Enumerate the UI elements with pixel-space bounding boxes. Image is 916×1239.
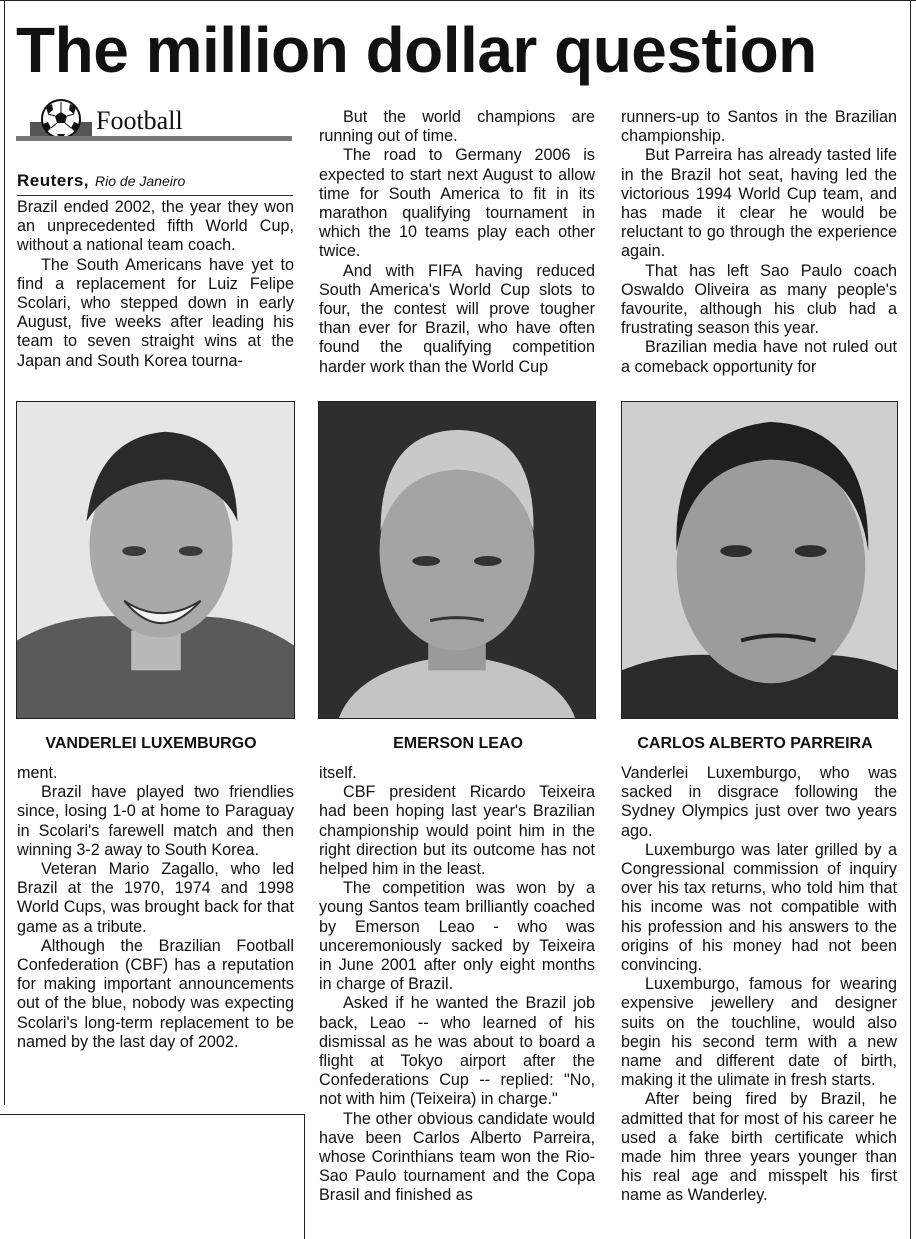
- paragraph: Asked if he wanted the Brazil job back, Leao -- who learned of his dismissal as he was about to board a flight at Tokyo airport after the Confederations Cup -- replied: "No, not with him (Teixeira) in charge.": [319, 994, 595, 1109]
- photo-caption: EMERSON LEAO: [393, 735, 523, 752]
- paragraph: CBF president Ricardo Teixeira had been hoping last year's Brazilian championship would point him in the right direction but its outcome has not helped him in the least.: [319, 783, 595, 879]
- paragraph: ment.: [17, 764, 58, 782]
- photo-parreira: [621, 401, 898, 719]
- paragraph: Vanderlei Luxemburgo, who was sacked in disgrace following the Sydney Olympics just over two years ago.: [621, 764, 897, 840]
- top-rule: [0, 0, 916, 1]
- paragraph: But Parreira has already tasted life in the Brazil hot seat, having led the victorious 1994 World Cup team, and has made it clear he would be reluctant to go through the experience again.: [621, 146, 897, 261]
- byline-location: Rio de Janeiro: [95, 173, 186, 189]
- byline-agency: Reuters,: [17, 171, 90, 190]
- paragraph: Brazil have played two friendlies since, losing 1-0 at home to Paraguay in Scolari's farewell match and then winning 3-2 away to South Korea.: [17, 783, 294, 859]
- bottom-column-3: [621, 764, 897, 1206]
- paragraph: That has left Sao Paulo coach Oswaldo Oliveira as many people's favourite, although his club had a frustrating season this year.: [621, 261, 897, 338]
- paragraph: The road to Germany 2006 is expected to start next August to allow time for South America to fit in its marathon qualifying tournament in which the 10 teams play each other twice.: [319, 146, 595, 261]
- right-edge-rule: [910, 0, 911, 1239]
- photo-caption: VANDERLEI LUXEMBURGO: [45, 735, 257, 752]
- paragraph: The competition was won by a young Santos team brilliantly coached by Emerson Leao - who was unceremoniously sacked by Teixeira in June 2001 after only eight months in charge of Brazil.: [319, 879, 595, 994]
- bottom-column-1: [17, 764, 294, 1052]
- paragraph: Brazil ended 2002, the year they won an unprecedented fifth World Cup, without a national team coach.: [17, 198, 294, 255]
- bottom-column-2: [319, 764, 595, 1206]
- section-tag: [16, 98, 292, 144]
- top-column-3: [621, 108, 897, 377]
- bottom-left-rule: [0, 1114, 304, 1115]
- paragraph: itself.: [319, 764, 357, 782]
- photo-caption: CARLOS ALBERTO PARREIRA: [637, 735, 873, 752]
- left-edge-rule: [4, 0, 5, 1105]
- soccer-ball-icon: [30, 98, 92, 138]
- section-label: Football: [96, 106, 183, 135]
- paragraph: Luxemburgo, famous for wearing expensive jewellery and designer suits on the touchline, would also begin his second term with a new name and different date of birth, making it the ulimate in fresh starts.: [621, 975, 897, 1090]
- paragraph: And with FIFA having reduced South America's World Cup slots to four, the contest will prove tougher than ever for Brazil, who have often found the qualifying competition harder work than the World Cup: [319, 261, 595, 376]
- paragraph: runners-up to Santos in the Brazilian championship.: [621, 108, 897, 146]
- top-column-2: [319, 108, 595, 377]
- photo-leao: [318, 401, 596, 719]
- top-column-1: [17, 198, 294, 371]
- byline: [17, 171, 293, 196]
- paragraph: Veteran Mario Zagallo, who led Brazil at the 1970, 1974 and 1998 World Cups, was brought back for that game as a tribute.: [17, 860, 294, 936]
- paragraph: Although the Brazilian Football Confederation (CBF) has a reputation for making important announcements out of the blue, nobody was expecting Scolari's long-term replacement to be named by the last day of 2002.: [17, 936, 294, 1051]
- photo-luxemburgo: [16, 401, 295, 719]
- paragraph: Brazilian media have not ruled out a comeback opportunity for: [621, 338, 897, 376]
- paragraph: Luxemburgo was later grilled by a Congressional commission of inquiry over his tax returns, who told him that his income was not compatible with his profession and his answers to the origins of his money had not been convincing.: [621, 840, 897, 975]
- paragraph: After being fired by Brazil, he admitted that for most of his career he used a fake birth certificate which made him three years younger than his real age and misspelt his first name as Wanderley.: [621, 1090, 897, 1205]
- paragraph: The other obvious candidate would have been Carlos Alberto Parreira, whose Corinthians team won the Rio-Sao Paulo tournament and the Copa Brasil and finished as: [319, 1109, 595, 1205]
- column-divider-left: [304, 1114, 305, 1239]
- paragraph: The South Americans have yet to find a replacement for Luiz Felipe Scolari, who stepped down in early August, five weeks after leading his team to seven straight wins at the Japan and South Korea tourna-: [17, 255, 294, 370]
- paragraph: But the world champions are running out of time.: [319, 108, 595, 146]
- headline: The million dollar question: [16, 14, 817, 86]
- section-underline: [16, 136, 292, 141]
